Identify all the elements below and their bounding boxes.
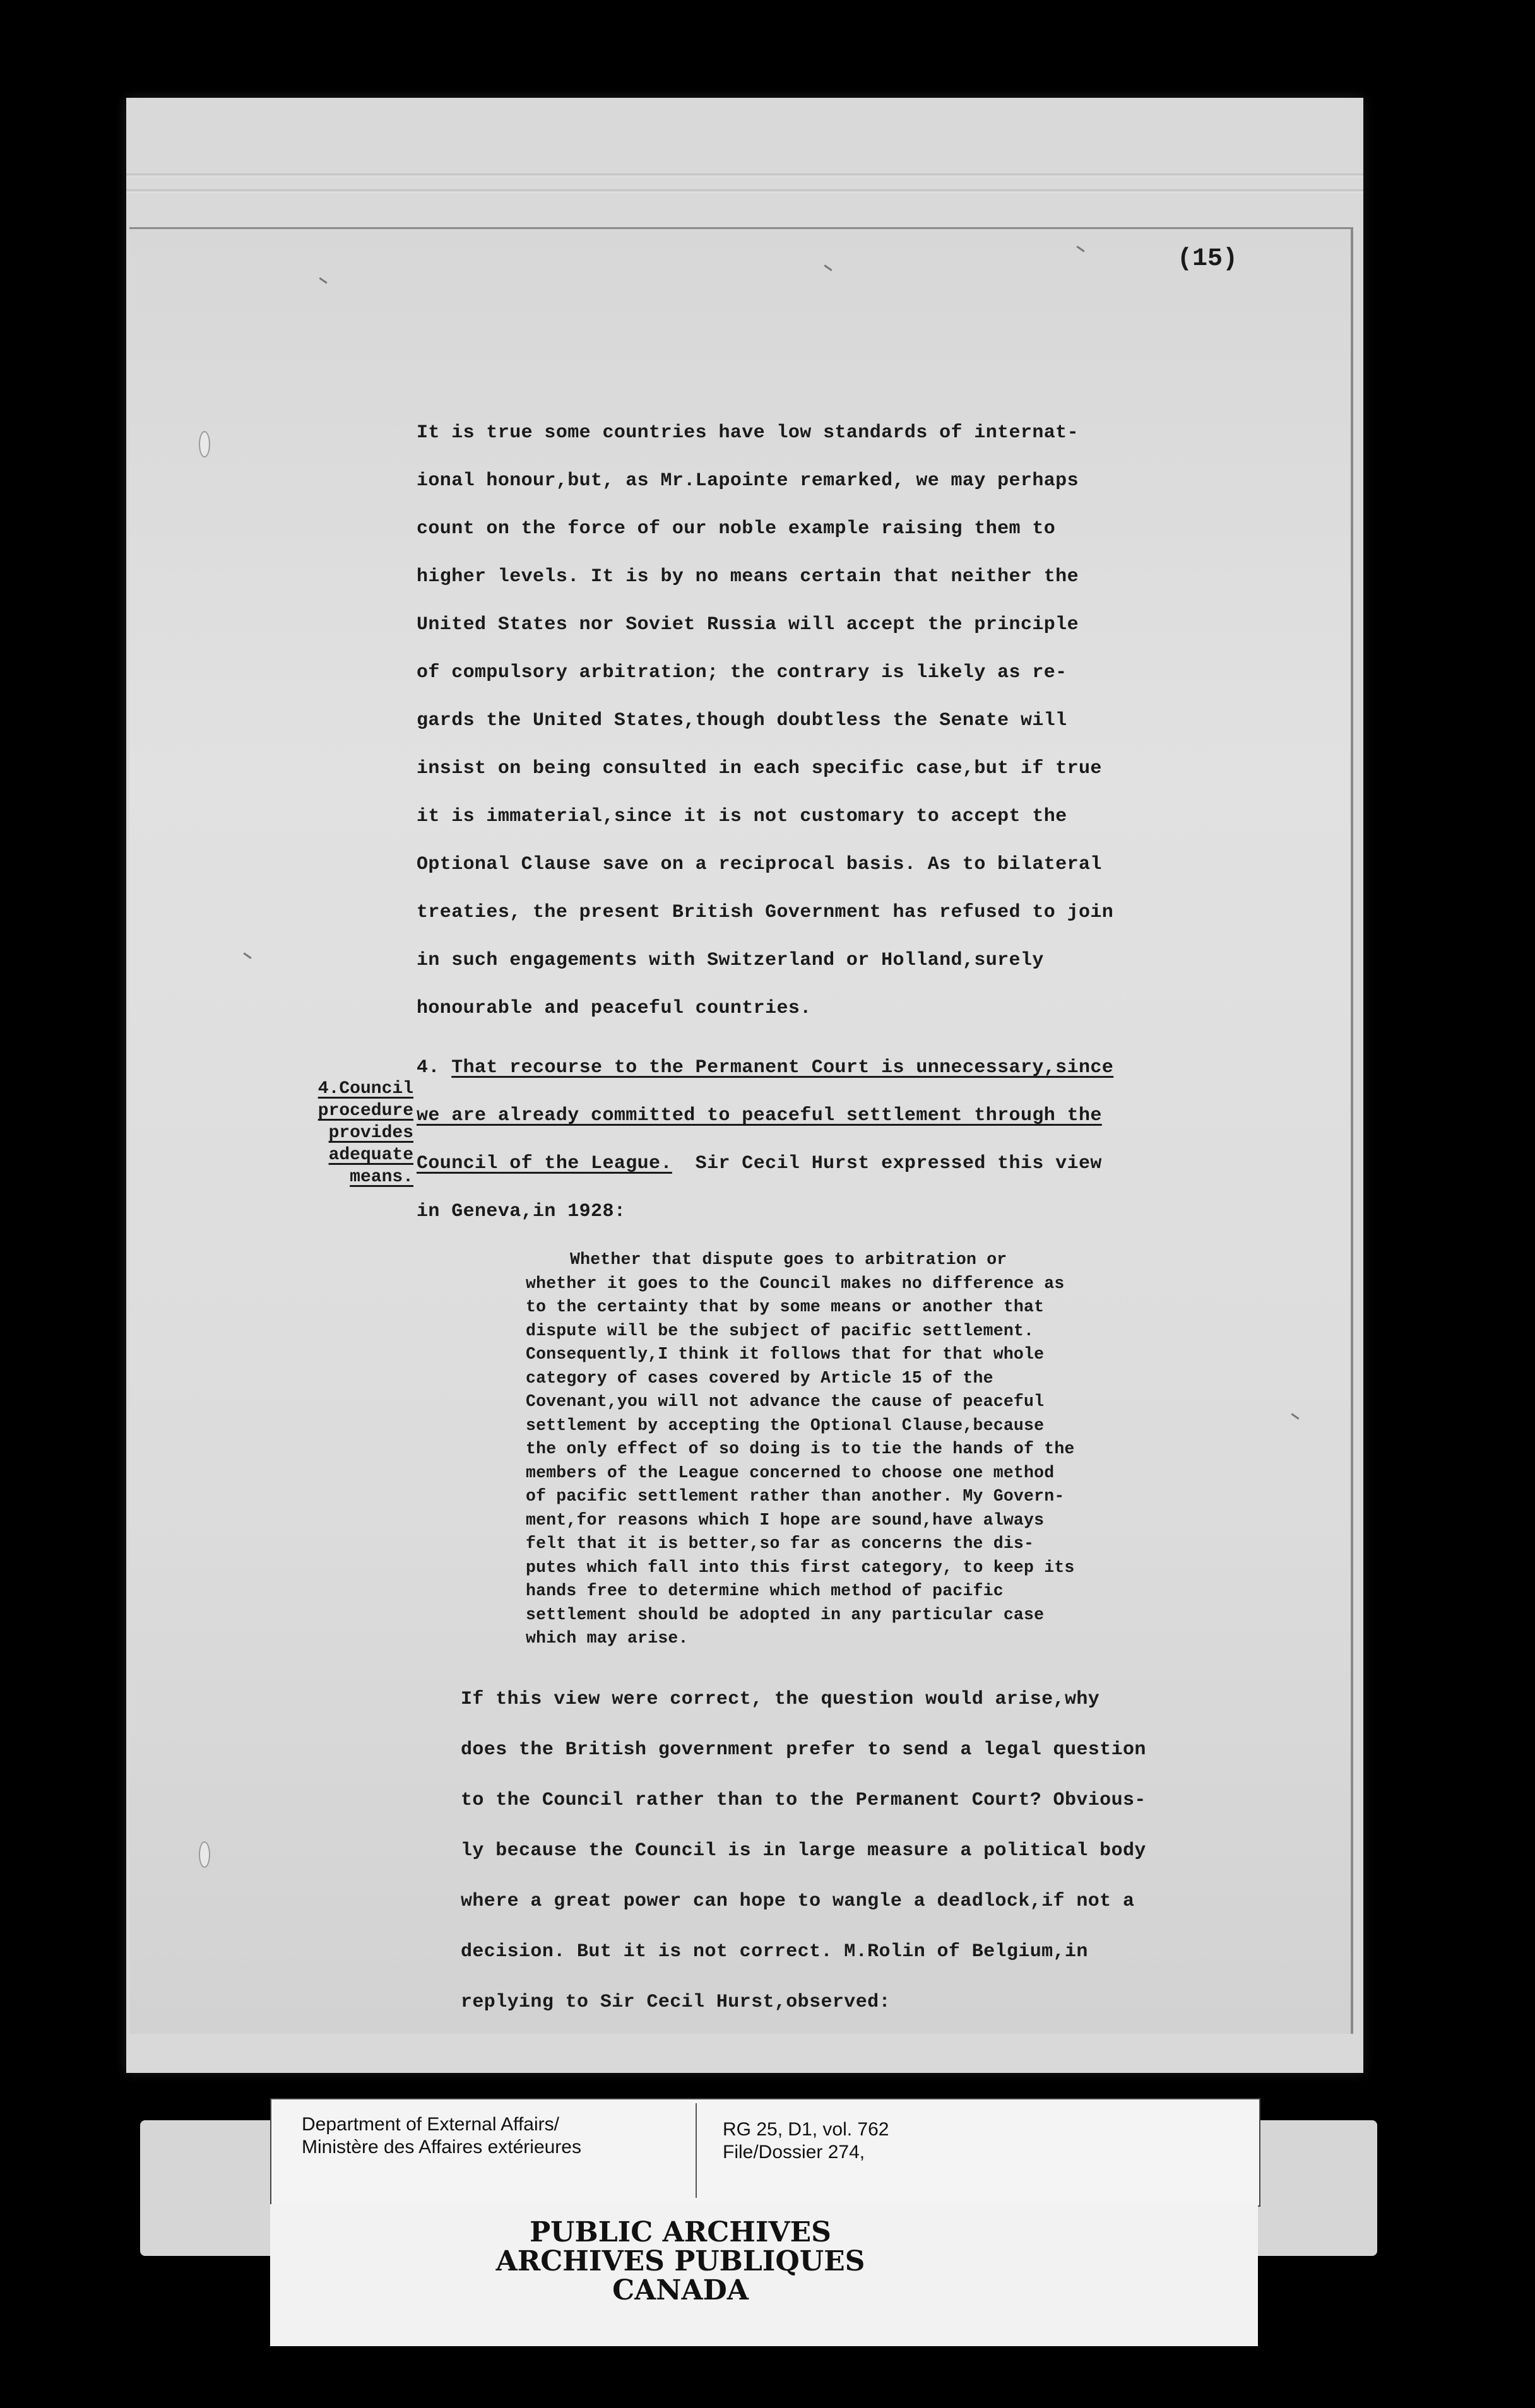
point-number: 4. [417, 1057, 440, 1078]
quote-line: whether it goes to the Council makes no difference as [526, 1273, 1065, 1293]
quote-line: members of the League concerned to choose one method [526, 1463, 1055, 1482]
stamp-line-3: CANADA [612, 2274, 749, 2306]
quote-line: settlement by accepting the Optional Clause,because [526, 1415, 1045, 1435]
quote-line: category of cases covered by Article 15 of the [526, 1368, 993, 1388]
page-number: (15) [1177, 245, 1238, 273]
punch-hole [199, 1841, 210, 1868]
reference-record-group: RG 25, D1, vol. 762 [723, 2119, 889, 2140]
typed-page [129, 227, 1353, 2034]
text-line: count on the force of our noble example raising them to [417, 518, 1056, 540]
body-paragraph [417, 409, 1288, 1236]
file-reference [723, 2118, 889, 2164]
quote-line: dispute will be the subject of pacific settlement. [526, 1321, 1034, 1340]
speck [243, 952, 251, 959]
department-name [302, 2113, 581, 2159]
quote-line: putes which fall into this first category, to keep its [526, 1557, 1075, 1577]
point-4-line-2 [417, 1092, 1288, 1140]
text-line: where a great power can hope to wangle a deadlock,if not a [461, 1891, 1135, 1912]
quote-line: the only effect of so doing is to tie the hands of the [526, 1439, 1075, 1458]
underlined-text: Council of the League. [417, 1153, 672, 1174]
text-line: to the Council rather than to the Permanent Court? Obvious- [461, 1790, 1146, 1811]
text-line: If this view were correct, the question would arise,why [461, 1689, 1100, 1710]
quote-line: to the certainty that by some means or another that [526, 1297, 1045, 1316]
speck [824, 264, 832, 271]
label-divider [696, 2103, 697, 2198]
quote-line: Consequently,I think it follows that for that whole [526, 1345, 1045, 1364]
text-line: ional honour,but, as Mr.Lapointe remarked, we may perhaps [417, 470, 1079, 492]
department-en: Department of External Affairs/ [302, 2114, 559, 2135]
text-line: higher levels. It is by no means certain that neither the [417, 566, 1079, 587]
point-4-line-4: in Geneva,in 1928: [417, 1201, 626, 1222]
text-line: replying to Sir Cecil Hurst,observed: [461, 1992, 891, 2013]
text-line: honourable and peaceful countries. [417, 998, 812, 1019]
text-line: gards the United States,though doubtless the Senate will [417, 710, 1067, 731]
quote-line: Covenant,you will not advance the cause of peaceful [526, 1392, 1045, 1411]
point-4-line-1 [417, 1044, 1288, 1092]
speck [1076, 245, 1084, 252]
quote-line: hands free to determine which method of pacific [526, 1581, 1004, 1600]
fold-line [126, 174, 1363, 177]
text-line: It is true some countries have low standards of internat- [417, 422, 1079, 444]
underlined-text: we are already committed to peaceful settlement through the [417, 1105, 1102, 1126]
archive-reference-label [270, 2098, 1260, 2207]
quote-line: Whether that dispute goes to arbitration or [570, 1250, 1007, 1269]
quote-line: settlement should be adopted in any particular case [526, 1605, 1045, 1624]
underlined-text: That recourse to the Permanent Court is unnecessary,since [451, 1057, 1114, 1078]
fold-line [126, 189, 1363, 193]
quote-line: which may arise. [526, 1629, 689, 1648]
quote-line: felt that it is better,so far as concerns the dis- [526, 1534, 1034, 1553]
quote-line: of pacific settlement rather than another. My Govern- [526, 1487, 1065, 1506]
reference-file: File/Dossier 274, [723, 2142, 865, 2163]
text-line: of compulsory arbitration; the contrary is likely as re- [417, 662, 1067, 683]
margin-note-line: provides [328, 1123, 413, 1143]
text-line: it is immaterial,since it is not customary to accept the [417, 806, 1067, 827]
margin-note-line: means. [350, 1167, 413, 1187]
margin-note [211, 1078, 413, 1188]
quote-line: ment,for reasons which I hope are sound,have always [526, 1510, 1045, 1530]
text-line: Optional Clause save on a reciprocal basis. As to bilateral [417, 854, 1102, 875]
point-4-line-3 [417, 1140, 1288, 1188]
text-fragment: Sir Cecil Hurst expressed this view [672, 1153, 1102, 1174]
text-line: treaties, the present British Government has refused to join [417, 902, 1114, 923]
margin-note-line: 4.Council [317, 1079, 413, 1099]
archives-stamp [270, 2204, 1258, 2346]
text-line: insist on being consulted in each specific case,but if true [417, 758, 1102, 779]
text-line: in such engagements with Switzerland or Holland,surely [417, 950, 1044, 971]
text-line: ly because the Council is in large measure a political body [461, 1840, 1146, 1862]
margin-note-line: procedure [317, 1101, 413, 1121]
text-line: United States nor Soviet Russia will accept the principle [417, 614, 1079, 635]
closing-paragraph [461, 1674, 1332, 2027]
stamp-line-2: ARCHIVES PUBLIQUES [495, 2245, 865, 2277]
text-line: decision. But it is not correct. M.Rolin of Belgium,in [461, 1941, 1088, 1962]
margin-note-line: adequate [328, 1145, 413, 1165]
speck [319, 277, 327, 283]
text-line: does the British government prefer to send a legal question [461, 1739, 1146, 1761]
punch-hole [199, 431, 210, 457]
department-fr: Ministère des Affaires extérieures [302, 2137, 581, 2157]
block-quote [526, 1248, 1305, 1651]
stamp-line-1: PUBLIC ARCHIVES [530, 2216, 831, 2248]
